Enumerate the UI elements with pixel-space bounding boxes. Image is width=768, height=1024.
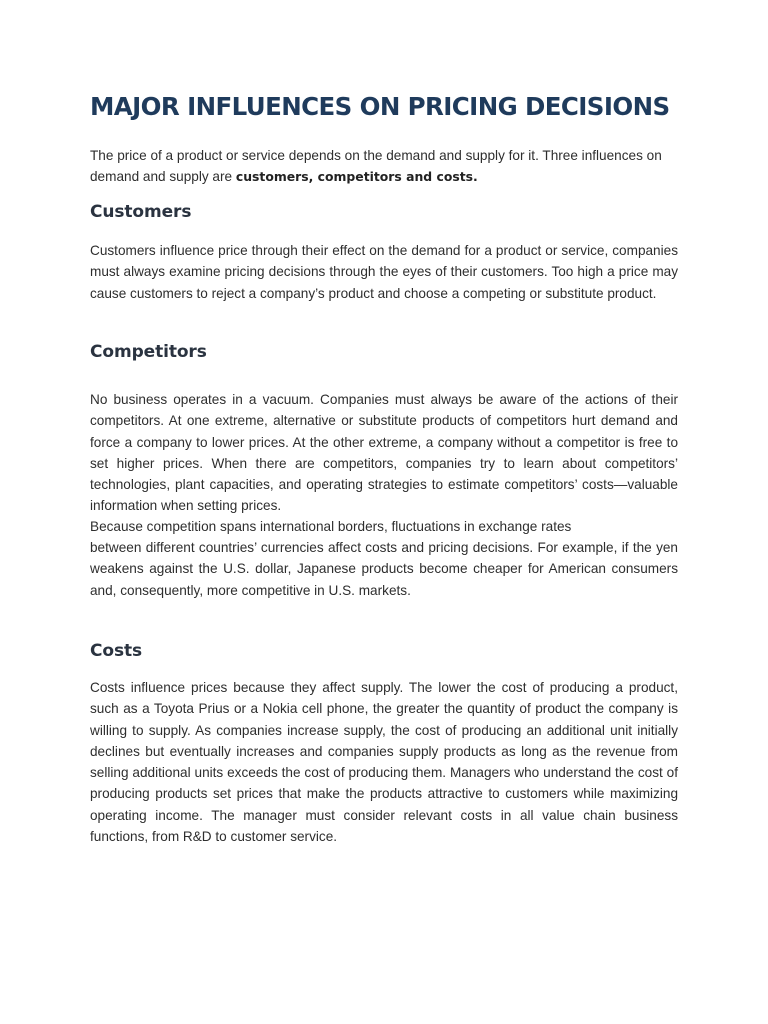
intro-paragraph xyxy=(90,145,678,188)
section-heading-competitors: Competitors xyxy=(90,342,207,362)
intro-text: The price of a product or service depends on the demand and supply for it. Three influences on demand and supply are xyxy=(90,148,662,185)
competitors-paragraph-2: Because competition spans international borders, fluctuations in exchange rates xyxy=(90,519,572,534)
section-heading-costs: Costs xyxy=(90,641,143,661)
competitors-paragraph-3: between different countries’ currencies affect costs and pricing decisions. For example, if the yen weakens against the U.S. dollar, Japanese products become cheaper for American consumers and, consequently, more competitive in U.S. markets. xyxy=(90,540,678,598)
costs-paragraph: Costs influence prices because they affect supply. The lower the cost of producing a product, such as a Toyota Prius or a Nokia cell phone, the greater the quantity of product the company is willing to supply. As companies increase supply, the cost of producing an additional unit initially declines but eventually increases and companies supply products as long as the revenue from selling additional units exceeds the cost of producing them. Managers who understand the cost of producing products set prices that make the products attractive to customers while maximizing operating income. The manager must consider relevant costs in all value chain business functions, from R&D to customer service. xyxy=(90,680,678,845)
competitors-paragraph-1: No business operates in a vacuum. Companies must always be aware of the actions of their competitors. At one extreme, alternative or substitute products of competitors hurt demand and force a company to lower prices. At the other extreme, a company without a competitor is free to set higher prices. When there are competitors, companies try to learn about competitors’ technologies, plant capacities, and operating strategies to estimate competitors’ costs—valuable information when setting prices. xyxy=(90,392,678,514)
intro-bold-text: customers, competitors and costs. xyxy=(235,169,478,185)
customers-paragraph: Customers influence price through their effect on the demand for a product or service, companies must always examine pricing decisions through the eyes of their customers. Too high a price may cause customers to reject a company’s product and choose a competing or substitute product. xyxy=(90,243,678,301)
page-title: MAJOR INFLUENCES ON PRICING DECISIONS xyxy=(90,92,670,121)
section-heading-customers: Customers xyxy=(90,202,192,222)
